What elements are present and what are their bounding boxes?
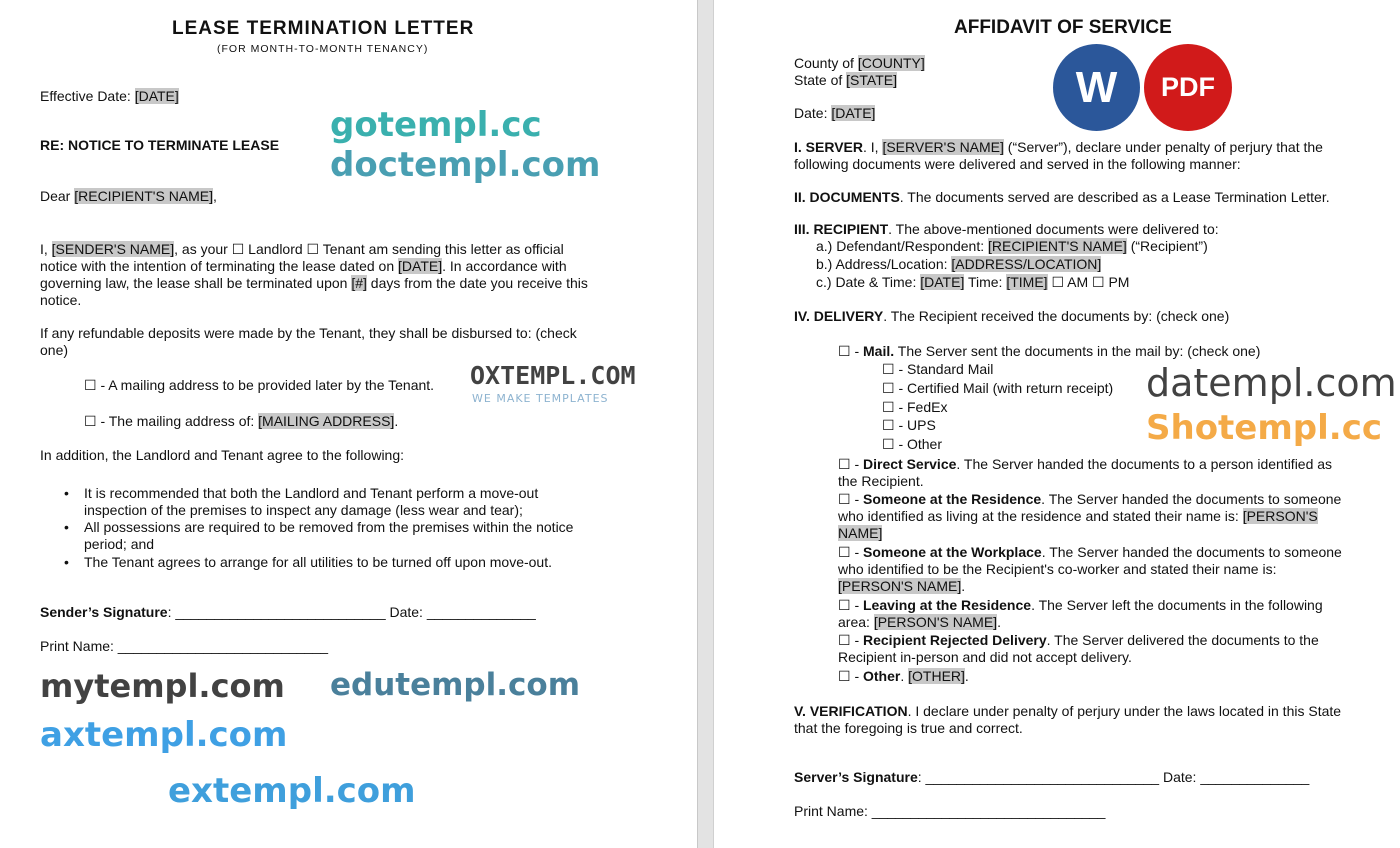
sender-signature-line: Sender’s Signature: ___________________________ Date: ______________ — [40, 604, 536, 620]
watermark-logo: doctempl.com — [330, 145, 601, 185]
placeholder-field: [MAILING ADDRESS] — [258, 413, 395, 429]
placeholder-field: [STATE] — [846, 72, 897, 88]
pdf-format-icon[interactable]: PDF — [1144, 44, 1232, 131]
mail-fedex-checkbox[interactable]: ☐ - FedEx — [882, 399, 948, 415]
word-format-icon[interactable]: W — [1053, 44, 1140, 131]
watermark-logo: axtempl.com — [40, 715, 288, 755]
leaving-checkbox[interactable]: ☐ - Leaving at the Residence. The Server left the documents in the following — [838, 597, 1323, 613]
server-section-cont: following documents were delivered and served in the following manner: — [794, 156, 1241, 172]
direct-service-cont: the Recipient. — [838, 473, 924, 489]
other-checkbox[interactable]: ☐ - Other. [OTHER]. — [838, 668, 969, 684]
placeholder-field: [PERSON'S NAME] — [838, 578, 962, 594]
deposit-option-checkbox[interactable]: ☐ - A mailing address to be provided later by the Tenant. — [84, 377, 435, 393]
workplace-checkbox[interactable]: ☐ - Someone at the Workplace. The Server handed the documents to someone — [838, 544, 1342, 560]
mail-ups-checkbox[interactable]: ☐ - UPS — [882, 417, 936, 433]
watermark-logo: OXTEMPL.COM — [470, 361, 636, 390]
mail-standard-checkbox[interactable]: ☐ - Standard Mail — [882, 361, 994, 377]
bullet-item: • All possessions are required to be removed from the premises within the notice — [64, 519, 574, 535]
watermark-logo: mytempl.com — [40, 667, 285, 705]
salutation: Dear [RECIPIENT'S NAME], — [40, 188, 217, 204]
document-title: AFFIDAVIT OF SERVICE — [954, 17, 1172, 38]
print-name-line: Print Name: ___________________________ — [40, 638, 329, 654]
placeholder-field: [SENDER'S NAME] — [51, 241, 175, 257]
bullet-item-cont: period; and — [84, 536, 155, 552]
agreement-intro: In addition, the Landlord and Tenant agree to the following: — [40, 447, 405, 463]
notice-paragraph-line: I, [SENDER'S NAME], as your ☐ Landlord ☐ Tenant am sending this letter as official — [40, 241, 564, 257]
recipient-item: b.) Address/Location: [ADDRESS/LOCATION] — [816, 256, 1102, 272]
county-line: County of [COUNTY] — [794, 55, 925, 71]
delivery-section: IV. DELIVERY. The Recipient received the documents by: (check one) — [794, 308, 1230, 324]
placeholder-field: [DATE] — [398, 258, 443, 274]
placeholder-field: NAME] — [838, 525, 883, 541]
leaving-cont: area: [PERSON'S NAME]. — [838, 614, 1001, 630]
lease-termination-letter-page — [0, 0, 697, 848]
rejected-checkbox[interactable]: ☐ - Recipient Rejected Delivery. The Server delivered the documents to the — [838, 632, 1319, 648]
residence-checkbox[interactable]: ☐ - Someone at the Residence. The Server handed the documents to someone — [838, 491, 1342, 507]
residence-cont: who identified as living at the residence and stated their name is: [PERSON'S — [838, 508, 1318, 524]
placeholder-field: [ADDRESS/LOCATION] — [951, 256, 1102, 272]
placeholder-field: [DATE] — [920, 274, 965, 290]
date-line: Date: [DATE] — [794, 105, 876, 121]
rejected-cont: Recipient in-person and did not accept delivery. — [838, 649, 1132, 665]
verification-cont: that the foregoing is true and correct. — [794, 720, 1023, 736]
watermark-logo: extempl.com — [168, 771, 416, 811]
placeholder-field: [RECIPIENT'S NAME] — [74, 188, 214, 204]
notice-paragraph-line: notice with the intention of terminating the lease dated on [DATE]. In accordance with — [40, 258, 567, 274]
mail-other-checkbox[interactable]: ☐ - Other — [882, 436, 943, 452]
print-name-line: Print Name: ______________________________ — [794, 803, 1106, 819]
recipient-section: III. RECIPIENT. The above-mentioned documents were delivered to: — [794, 221, 1219, 237]
recipient-item: a.) Defendant/Respondent: [RECIPIENT'S NAME] (“Recipient”) — [816, 238, 1208, 254]
affidavit-of-service-page — [714, 0, 1400, 848]
placeholder-field: [DATE] — [831, 105, 876, 121]
watermark-logo: edutempl.com — [330, 667, 580, 703]
document-subtitle: (FOR MONTH-TO-MONTH TENANCY) — [217, 43, 429, 55]
mail-option-checkbox[interactable]: ☐ - Mail. The Server sent the documents in the mail by: (check one) — [838, 343, 1261, 359]
placeholder-field: [OTHER] — [908, 668, 965, 684]
server-section: I. SERVER. I, [SERVER'S NAME] (“Server”), declare under penalty of perjury that the — [794, 139, 1323, 155]
deposit-text: one) — [40, 342, 69, 358]
watermark-logo: datempl.com — [1146, 361, 1397, 405]
watermark-logo: WE MAKE TEMPLATES — [472, 392, 609, 405]
workplace-cont: who identified to be the Recipient's co-worker and stated their name is: — [838, 561, 1277, 577]
residence-cont — [838, 525, 882, 541]
direct-service-checkbox[interactable]: ☐ - Direct Service. The Server handed the documents to a person identified as — [838, 456, 1333, 472]
placeholder-field: [DATE] — [134, 88, 179, 104]
workplace-cont: [PERSON'S NAME]. — [838, 578, 966, 594]
watermark-logo: Shotempl.cc — [1146, 408, 1383, 448]
notice-paragraph-line: governing law, the lease shall be terminated upon [#] days from the date you receive this — [40, 275, 588, 291]
server-signature-line: Server’s Signature: ______________________________ Date: ______________ — [794, 769, 1310, 785]
placeholder-field: [PERSON'S NAME] — [873, 614, 998, 630]
bullet-item-cont: inspection of the premises to inspect any damage (less wear and tear); — [84, 502, 523, 518]
placeholder-field: [TIME] — [1006, 274, 1048, 290]
mail-certified-checkbox[interactable]: ☐ - Certified Mail (with return receipt) — [882, 380, 1114, 396]
bullet-item: • It is recommended that both the Landlord and Tenant perform a move-out — [64, 485, 539, 501]
effective-date: Effective Date: [DATE] — [40, 88, 179, 104]
deposit-text: If any refundable deposits were made by the Tenant, they shall be disbursed to: (check — [40, 325, 577, 341]
watermark-logo: gotempl.cc — [330, 105, 542, 145]
deposit-option-checkbox[interactable]: ☐ - The mailing address of: [MAILING ADDRESS]. — [84, 413, 399, 429]
placeholder-field: [RECIPIENT'S NAME] — [988, 238, 1127, 254]
placeholder-field: [#] — [351, 275, 367, 291]
re-line: RE: NOTICE TO TERMINATE LEASE — [40, 137, 280, 153]
bullet-item: • The Tenant agrees to arrange for all utilities to be turned off upon move-out. — [64, 554, 552, 570]
placeholder-field: [COUNTY] — [857, 55, 925, 71]
placeholder-field: [SERVER'S NAME] — [882, 139, 1004, 155]
page-divider — [697, 0, 714, 848]
notice-paragraph-line: notice. — [40, 292, 82, 308]
state-line: State of [STATE] — [794, 72, 897, 88]
placeholder-field: [PERSON'S — [1242, 508, 1318, 524]
documents-section: II. DOCUMENTS. The documents served are described as a Lease Termination Letter. — [794, 189, 1330, 205]
verification-section: V. VERIFICATION. I declare under penalty of perjury under the laws located in this State — [794, 703, 1342, 719]
recipient-item: c.) Date & Time: [DATE] Time: [TIME] ☐ AM ☐ PM — [816, 274, 1130, 290]
document-title: LEASE TERMINATION LETTER — [172, 18, 475, 39]
